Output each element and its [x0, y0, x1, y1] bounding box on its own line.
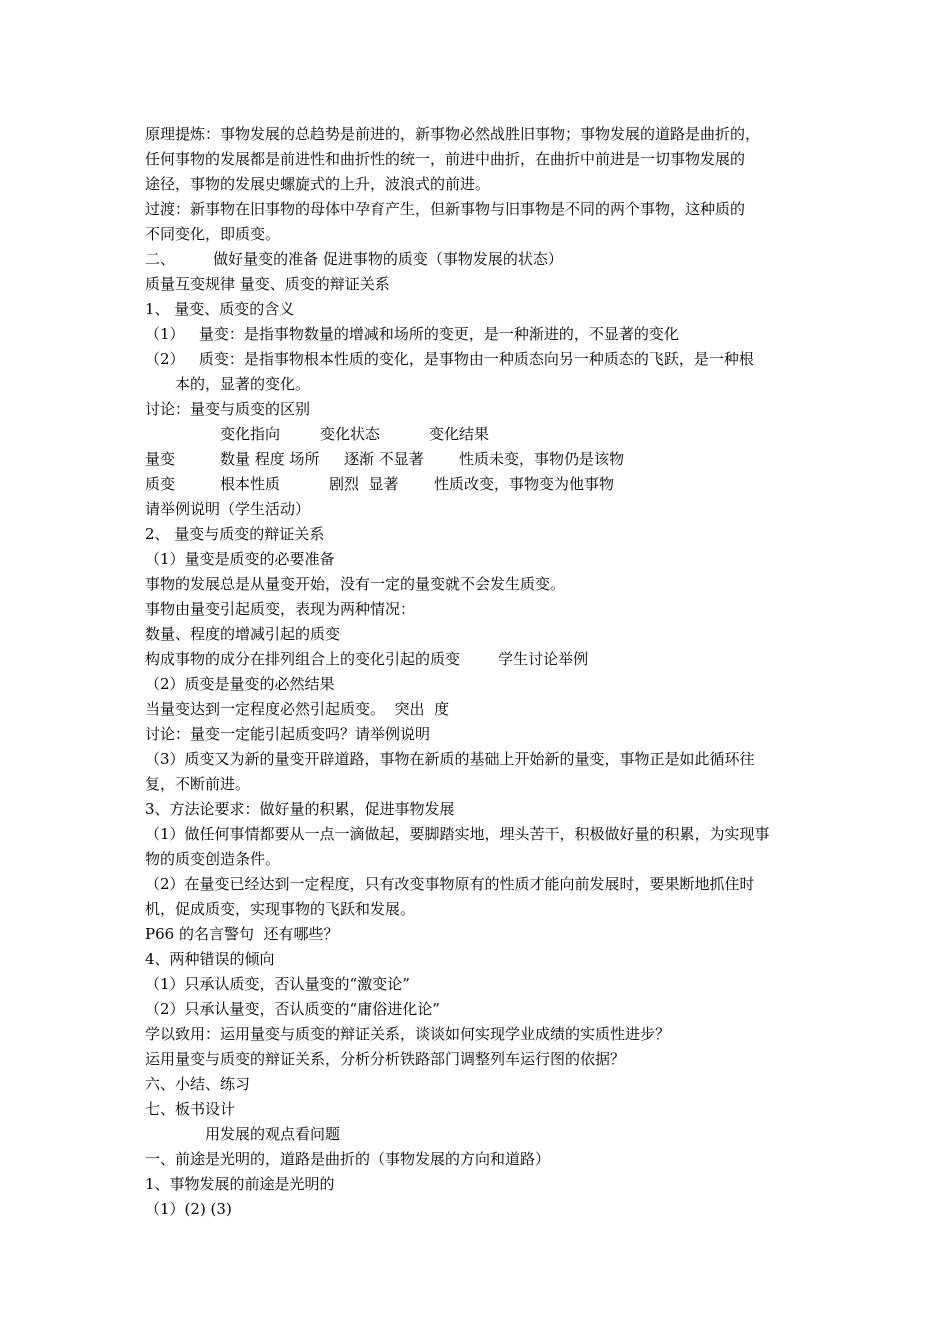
paragraph-line: 数量、程度的增减引起的质变: [145, 625, 341, 643]
list-item: （1）只承认质变，否认量变的“激变论”: [145, 975, 410, 993]
paragraph-line: 学以致用：运用量变与质变的辩证关系，谈谈如何实现学业成绩的实质性进步？: [145, 1025, 671, 1043]
list-item-continuation: 机，促成质变，实现事物的飞跃和发展。: [145, 900, 416, 918]
comparison-cell: 数量 程度 场所: [220, 450, 320, 468]
list-item: （1）(2) (3): [145, 1200, 232, 1218]
paragraph-line: 质量互变规律 量变、质变的辩证关系: [145, 275, 390, 293]
subheading: 4、两种错误的倾向: [145, 950, 275, 968]
paragraph-line: 任何事物的发展都是前进性和曲折性的统一，前进中曲折，在曲折中前进是一切事物发展的: [145, 150, 746, 168]
list-item: （2）质变是量变的必然结果: [145, 675, 335, 693]
comparison-cell: 性质改变，事物变为他事物: [434, 475, 615, 493]
subheading: 1、 量变、质变的含义: [145, 300, 295, 318]
paragraph-line: 途径，事物的发展史螺旋式的上升，波浪式的前进。: [145, 175, 491, 193]
subheading: 1、事物发展的前途是光明的: [145, 1175, 335, 1193]
paragraph-line: 构成事物的成分在排列组合上的变化引起的质变 学生讨论举例: [145, 650, 589, 668]
list-item: （2）在量变已经达到一定程度，只有改变事物原有的性质才能向前发展时，要果断地抓住时: [145, 875, 755, 893]
comparison-header-row: [145, 422, 815, 447]
paragraph-line: 过渡：新事物在旧事物的母体中孕育产生，但新事物与旧事物是不同的两个事物，这种质的: [145, 200, 746, 218]
comparison-header-cell: 变化结果: [429, 425, 490, 443]
comparison-row: [145, 472, 815, 497]
document-body: [145, 122, 815, 1222]
list-item: （1）量变是质变的必要准备: [145, 550, 335, 568]
paragraph-line: 原理提炼：事物发展的总趋势是前进的，新事物必然战胜旧事物；事物发展的道路是曲折的，: [145, 125, 761, 143]
board-title: 用发展的观点看问题: [205, 1125, 341, 1143]
list-item-continuation: 复，不断前进。: [145, 775, 251, 793]
paragraph-line: 运用量变与质变的辩证关系，分析分析铁路部门调整列车运行图的依据？: [145, 1050, 626, 1068]
subheading: 3、方法论要求：做好量的积累，促进事物发展: [145, 800, 455, 818]
paragraph-line: P66 的名言警句 还有哪些？: [145, 925, 339, 943]
section-heading: 七、板书设计: [145, 1100, 236, 1118]
comparison-header-cell: 变化指向: [220, 425, 281, 443]
comparison-row-label: 量变: [145, 450, 176, 468]
comparison-row: [145, 447, 815, 472]
section-heading: 一、前途是光明的，道路是曲折的（事物发展的方向和道路）: [145, 1150, 551, 1168]
list-item: （2）只承认量变，否认质变的“庸俗进化论”: [145, 1000, 440, 1018]
paragraph-line: 讨论：量变一定能引起质变吗？请举例说明: [145, 725, 431, 743]
paragraph-line: 不同变化，即质变。: [145, 225, 281, 243]
comparison-cell: 根本性质: [220, 475, 281, 493]
list-item: （2） 质变：是指事物根本性质的变化，是事物由一种质态向另一种质态的飞跃，是一种根: [145, 350, 754, 368]
list-item: （3）质变又为新的量变开辟道路，事物在新质的基础上开始新的量变，事物正是如此循环往: [145, 750, 755, 768]
list-item: （1）做任何事情都要从一点一滴做起，要脚踏实地，埋头苦干，积极做好量的积累，为实现事: [145, 825, 770, 843]
list-item-continuation: 本的，显著的变化。: [175, 375, 311, 393]
comparison-header-cell: 变化状态: [320, 425, 381, 443]
paragraph-line: 事物由量变引起质变，表现为两种情况：: [145, 600, 416, 618]
subheading: 2、 量变与质变的辩证关系: [145, 525, 325, 543]
comparison-row-label: 质变: [145, 475, 176, 493]
paragraph-line: 当量变达到一定程度必然引起质变。 突出 度: [145, 700, 450, 718]
paragraph-line: 事物的发展总是从量变开始，没有一定的量变就不会发生质变。: [145, 575, 566, 593]
section-heading: 二、 做好量变的准备 促进事物的质变（事物发展的状态）: [145, 250, 563, 268]
comparison-cell: 逐渐 不显著: [344, 450, 424, 468]
paragraph-line: 请举例说明（学生活动）: [145, 500, 311, 518]
comparison-cell: 性质未变，事物仍是该物: [459, 450, 625, 468]
list-item: （1） 量变：是指事物数量的增减和场所的变更，是一种渐进的，不显著的变化: [145, 325, 679, 343]
section-heading: 六、小结、练习: [145, 1075, 251, 1093]
list-item-continuation: 物的质变创造条件。: [145, 850, 281, 868]
comparison-cell: 剧烈 显著: [329, 475, 399, 493]
paragraph-line: 讨论：量变与质变的区别: [145, 400, 311, 418]
